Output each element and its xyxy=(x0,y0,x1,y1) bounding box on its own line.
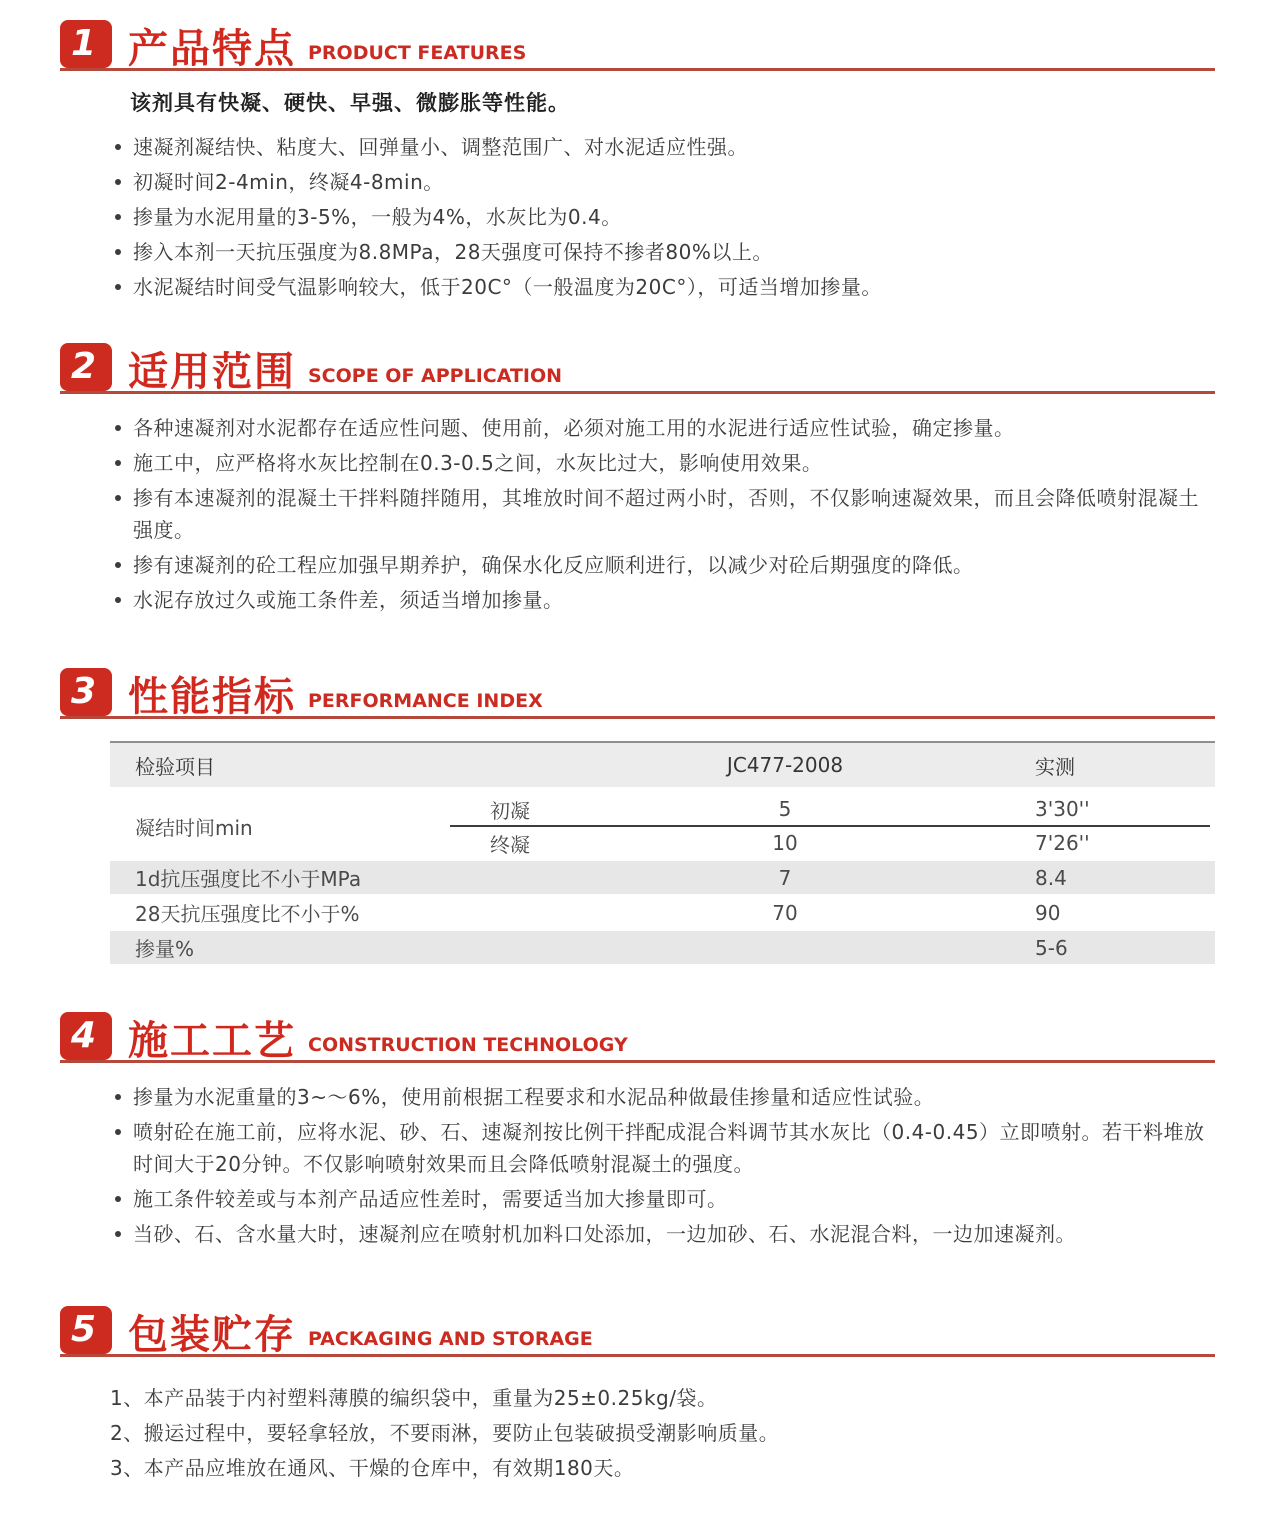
performance-table xyxy=(110,741,1215,964)
row-label: 28天抗压强度比不小于% xyxy=(135,902,360,926)
section-number: 2 xyxy=(70,346,97,387)
section-1-number-badge xyxy=(60,20,112,68)
bullet-text: 掺量为水泥用量的3-5%，一般为4%，水灰比为0.4。 xyxy=(133,205,622,229)
section-subtitle: PRODUCT FEATURES xyxy=(308,42,527,64)
bullet-dot-icon xyxy=(115,1196,121,1202)
bullet-dot-icon xyxy=(115,214,121,220)
row-measured: 5-6 xyxy=(1035,935,1068,960)
features-intro-text: 该剂具有快凝、硬快、早强、微膨胀等性能。 xyxy=(130,91,570,115)
bullet-text: 各种速凝剂对水泥都存在适应性问题、使用前，必须对施工用的水泥进行适应性试验，确定掺量。 xyxy=(133,416,1015,440)
section-2-number-badge xyxy=(60,343,112,391)
table-row-1d-strength xyxy=(110,861,1215,894)
table-row-dosage xyxy=(110,931,1215,964)
bullet-dot-icon xyxy=(115,562,121,568)
row-label: 1d抗压强度比不小于MPa xyxy=(135,867,362,891)
bullet-text: 施工中，应严格将水灰比控制在0.3-0.5之间，水灰比过大，影响使用效果。 xyxy=(133,451,823,475)
numbered-item: 1、本产品装于内衬塑料薄膜的编织袋中，重量为25±0.25kg/袋。 xyxy=(110,1386,718,1410)
subrow-measured: 7'26'' xyxy=(1035,831,1090,855)
section-subtitle: SCOPE OF APPLICATION xyxy=(308,365,563,387)
section-number: 1 xyxy=(70,23,97,64)
row-standard: 70 xyxy=(772,900,798,925)
row-standard: 7 xyxy=(778,865,792,890)
bullet-dot-icon xyxy=(115,1129,121,1135)
bullet-item xyxy=(115,236,1217,268)
section-subtitle: PERFORMANCE INDEX xyxy=(308,690,543,712)
packaging-numbered-list xyxy=(110,1381,1215,1486)
bullet-dot-icon xyxy=(115,460,121,466)
bullet-text: 掺有本速凝剂的混凝土干拌料随拌随用，其堆放时间不超过两小时，否则，不仅影响速凝效果，而且会降低喷射混凝土强度。 xyxy=(133,486,1199,542)
header-standard: JC477-2008 xyxy=(726,753,844,777)
section-1-header xyxy=(60,20,1215,71)
section-5-number-badge xyxy=(60,1306,112,1354)
setting-time-subrows xyxy=(450,793,1210,859)
bullet-text: 施工条件较差或与本剂产品适应性差时，需要适当加大掺量即可。 xyxy=(133,1187,728,1211)
table-header-row xyxy=(110,741,1215,787)
bullet-dot-icon xyxy=(115,1094,121,1100)
bullet-item xyxy=(115,549,1217,581)
construction-bullet-list xyxy=(115,1081,1217,1250)
table-subrow-initial-set xyxy=(450,793,1210,825)
subrow-name: 初凝 xyxy=(490,798,530,823)
bullet-text: 掺入本剂一天抗压强度为8.8MPa，28天强度可保持不掺者80%以上。 xyxy=(133,240,773,264)
section-number: 3 xyxy=(70,671,97,712)
section-3-number-badge xyxy=(60,668,112,716)
section-scope-of-application xyxy=(0,343,1280,616)
subrow-measured: 3'30'' xyxy=(1035,797,1090,821)
subrow-standard: 5 xyxy=(778,797,792,821)
bullet-text: 速凝剂凝结快、粘度大、回弹量小、调整范围广、对水泥适应性强。 xyxy=(133,135,748,159)
bullet-item xyxy=(115,1081,1217,1113)
scope-bullet-list xyxy=(115,412,1217,616)
features-bullet-list xyxy=(115,131,1217,303)
bullet-item xyxy=(115,271,1217,303)
bullet-dot-icon xyxy=(115,284,121,290)
bullet-item xyxy=(115,447,1217,479)
row-label: 掺量% xyxy=(135,937,195,961)
bullet-text: 水泥凝结时间受气温影响较大，低于20C°（一般温度为20C°），可适当增加掺量。 xyxy=(133,275,882,299)
section-number: 5 xyxy=(70,1309,97,1350)
section-4-header xyxy=(60,1012,1215,1063)
bullet-item xyxy=(115,1116,1217,1180)
bullet-text: 当砂、石、含水量大时，速凝剂应在喷射机加料口处添加，一边加砂、石、水泥混合料，一边加速凝剂。 xyxy=(133,1222,1076,1246)
header-test-item: 检验项目 xyxy=(135,754,215,779)
bullet-item xyxy=(115,131,1217,163)
section-title: 包装贮存 xyxy=(128,1312,296,1358)
bullet-item xyxy=(115,166,1217,198)
section-number: 4 xyxy=(70,1015,97,1056)
row-measured: 90 xyxy=(1035,900,1061,925)
section-title: 适用范围 xyxy=(128,349,296,395)
bullet-item xyxy=(115,1183,1217,1215)
section-construction-technology xyxy=(0,1012,1280,1250)
table-row-setting-time xyxy=(110,793,1215,859)
section-product-features xyxy=(0,0,1280,303)
bullet-text: 初凝时间2-4min，终凝4-8min。 xyxy=(133,170,444,194)
section-subtitle: PACKAGING AND STORAGE xyxy=(308,1328,593,1350)
bullet-item xyxy=(115,412,1217,444)
numbered-item: 2、搬运过程中，要轻拿轻放，不要雨淋，要防止包装破损受潮影响质量。 xyxy=(110,1421,780,1445)
row-measured: 8.4 xyxy=(1035,865,1067,890)
bullet-dot-icon xyxy=(115,179,121,185)
section-packaging-storage xyxy=(0,1306,1280,1486)
bullet-item xyxy=(115,201,1217,233)
section-title: 施工工艺 xyxy=(128,1018,296,1064)
bullet-dot-icon xyxy=(115,249,121,255)
bullet-text: 掺有速凝剂的砼工程应加强早期养护，确保水化反应顺利进行，以减少对砼后期强度的降低。 xyxy=(133,553,974,577)
section-title: 性能指标 xyxy=(128,674,296,720)
bullet-item xyxy=(115,482,1217,546)
bullet-text: 掺量为水泥重量的3~～6%，使用前根据工程要求和水泥品种做最佳掺量和适应性试验。 xyxy=(133,1085,935,1109)
table-row-28d-strength xyxy=(110,896,1215,929)
section-2-header xyxy=(60,343,1215,394)
numbered-item: 3、本产品应堆放在通风、干燥的仓库中，有效期180天。 xyxy=(110,1456,635,1480)
bullet-dot-icon xyxy=(115,597,121,603)
section-5-header xyxy=(60,1306,1215,1357)
bullet-item xyxy=(115,1218,1217,1250)
subrow-standard: 10 xyxy=(772,831,798,855)
section-subtitle: CONSTRUCTION TECHNOLOGY xyxy=(308,1034,628,1056)
bullet-dot-icon xyxy=(115,425,121,431)
bullet-text: 水泥存放过久或施工条件差，须适当增加掺量。 xyxy=(133,588,564,612)
header-measured: 实测 xyxy=(1035,754,1075,779)
bullet-dot-icon xyxy=(115,495,121,501)
setting-time-label: 凝结时间min xyxy=(135,815,253,840)
section-3-header xyxy=(60,668,1215,719)
bullet-item xyxy=(115,584,1217,616)
subrow-name: 终凝 xyxy=(490,832,530,857)
bullet-dot-icon xyxy=(115,1231,121,1237)
section-performance-index xyxy=(0,668,1280,964)
bullet-text: 喷射砼在施工前，应将水泥、砂、石、速凝剂按比例干拌配成混合料调节其水灰比（0.4-0.45）立即喷射。若干料堆放时间大于20分钟。不仅影响喷射效果而且会降低喷射混凝土的强度。 xyxy=(133,1120,1205,1176)
bullet-dot-icon xyxy=(115,144,121,150)
section-4-number-badge xyxy=(60,1012,112,1060)
table-subrow-final-set xyxy=(450,827,1210,859)
section-title: 产品特点 xyxy=(128,26,296,72)
